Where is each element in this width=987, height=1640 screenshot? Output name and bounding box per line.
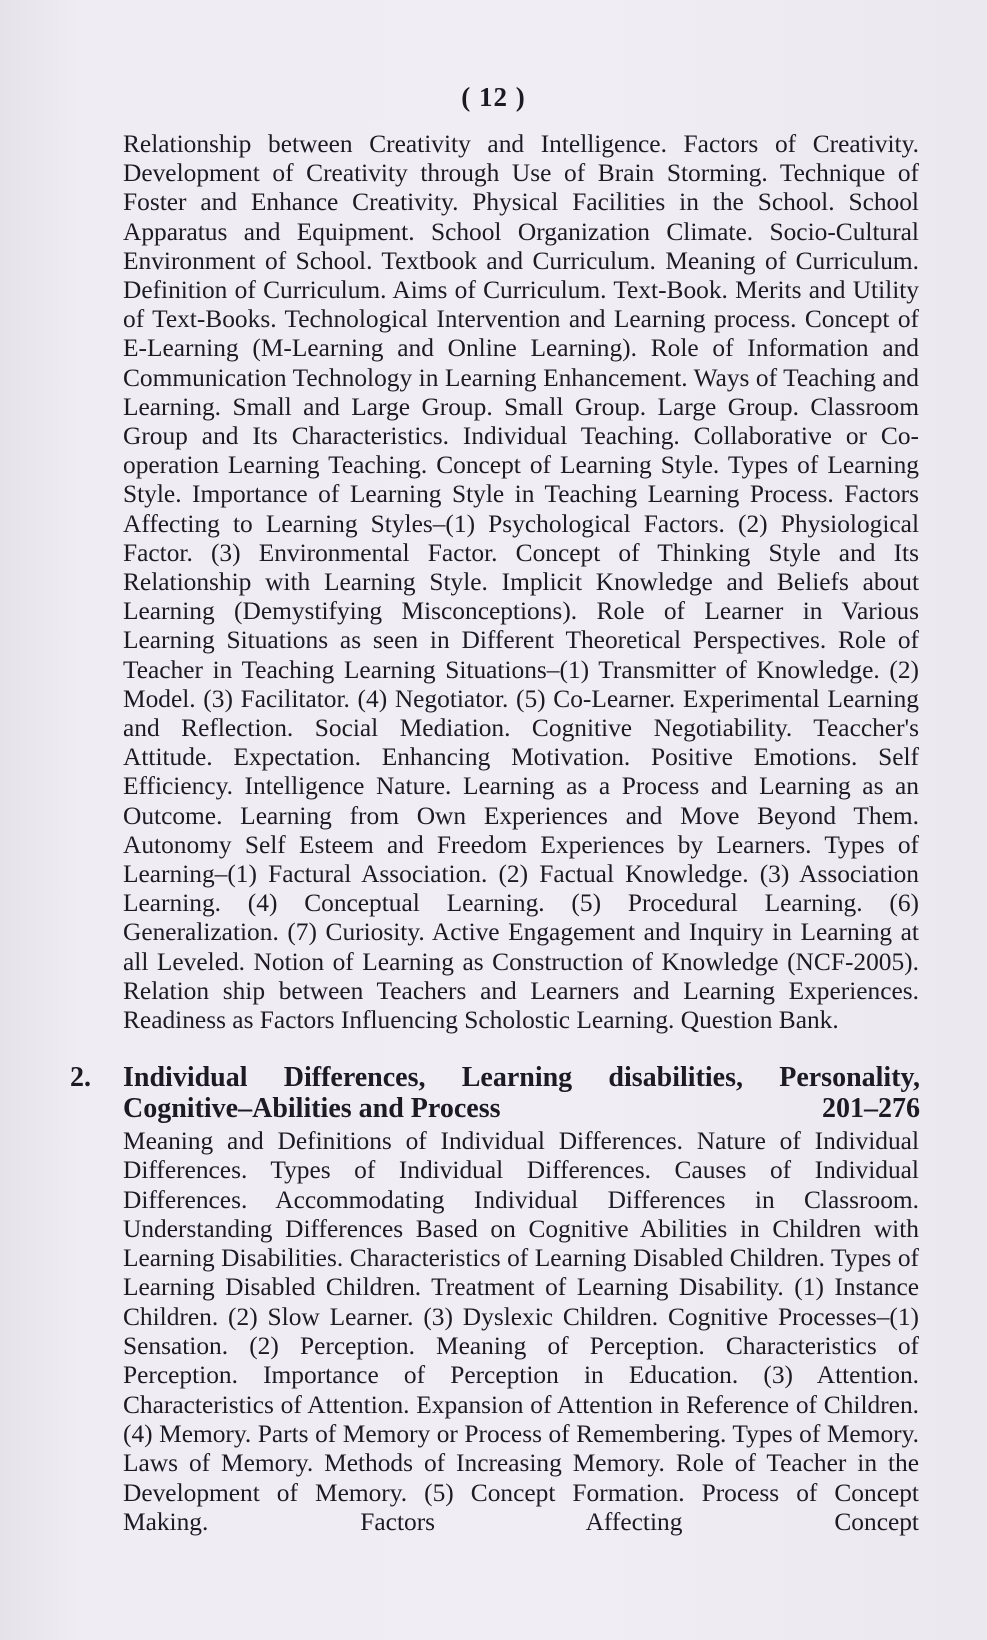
section-number: 2. — [70, 1062, 91, 1093]
section-title-line-2: Cognitive–Abilities and Process — [123, 1093, 501, 1124]
contents-paragraph-2: Meaning and Definitions of Individual Differences. Nature of Individual Differences. Types of Individual Differences. Causes of Individual Differences. Accommodating Individual Differences in Classroom. Understanding Differences Based on Cognitive Abilities in Children with Learning Disabilities. Characteristics of Learning Disabled Children. Types of Learning Disabled Children. Treatment of Learning Disability. (1) Instance Children. (2) Slow Learner. (3) Dyslexic Children. Cognitive Processes–(1) Sensation. (2) Perception. Meaning of Perception. Characteristics of Perception. Importance of Perception in Education. (3) Attention. Characteristics of Attention. Expansion of Attention in Reference of Children. (4) Memory. Parts of Memory or Process of Remembering. Types of Memory. Laws of Memory. Methods of Increasing Memory. Role of Teacher in the Development of Memory. (5) Concept Formation. Process of Concept Making. Factors Affecting Concept — [123, 1127, 919, 1536]
section-page-range: 201–276 — [822, 1093, 920, 1124]
page-number: ( 12 ) — [461, 82, 526, 112]
contents-paragraph-1: Relationship between Creativity and Intelligence. Factors of Creativity. Development of Creativity through Use of Brain Storming. Technique of Foster and Enhance Creativity. Physical Facilities in the School. School Apparatus and Equipment. School Organization Climate. Socio-Cultural Environment of School. Textbook and Curriculum. Meaning of Curriculum. Definition of Curriculum. Aims of Curriculum. Text-Book. Merits and Utility of Text-Books. Technological Intervention and Learning process. Concept of E-Learning (M-Learning and Online Learning). Role of Information and Communication Technology in Learning Enhancement. Ways of Teaching and Learning. Small and Large Group. Small Group. Large Group. Classroom Group and Its Characteristics. Individual Teaching. Collaborative or Co-operation Learning Teaching. Concept of Learning Style. Types of Learning Style. Importance of Learning Style in Teaching Learning Process. Factors Affecting to Learning Styles–(1) Psychological Factors. (2) Physiological Factor. (3) Environmental Factor. Concept of Thinking Style and Its Relationship with Learning Style. Implicit Knowledge and Beliefs about Learning (Demystifying Misconceptions). Role of Learner in Various Learning Situations as seen in Different Theoretical Perspectives. Role of Teacher in Teaching Learning Situations–(1) Transmitter of Knowledge. (2) Model. (3) Facilitator. (4) Negotiator. (5) Co-Learner. Experimental Learning and Reflection. Social Mediation. Cognitive Negotiability. Teaccher's Attitude. Expectation. Enhancing Motivation. Positive Emotions. Self Efficiency. Intelligence Nature. Learning as a Process and Learning as an Outcome. Learning from Own Experiences and Move Beyond Them. Autonomy Self Esteem and Freedom Experiences by Learners. Types of Learning–(1) Factural Association. (2) Factual Knowledge. (3) Association Learning. (4) Conceptual Learning. (5) Procedural Learning. (6) Generalization. (7) Curiosity. Active Engagement and Inquiry in Learning at all Leveled. Notion of Learning as Construction of Knowledge (NCF-2005). Relation ship between Teachers and Learners and Learning Experiences. Readiness as Factors Influencing Scholostic Learning. Question Bank. — [123, 130, 919, 1035]
section-title-line-1: Individual Differences, Learning disabilities, Personality, — [123, 1062, 920, 1093]
